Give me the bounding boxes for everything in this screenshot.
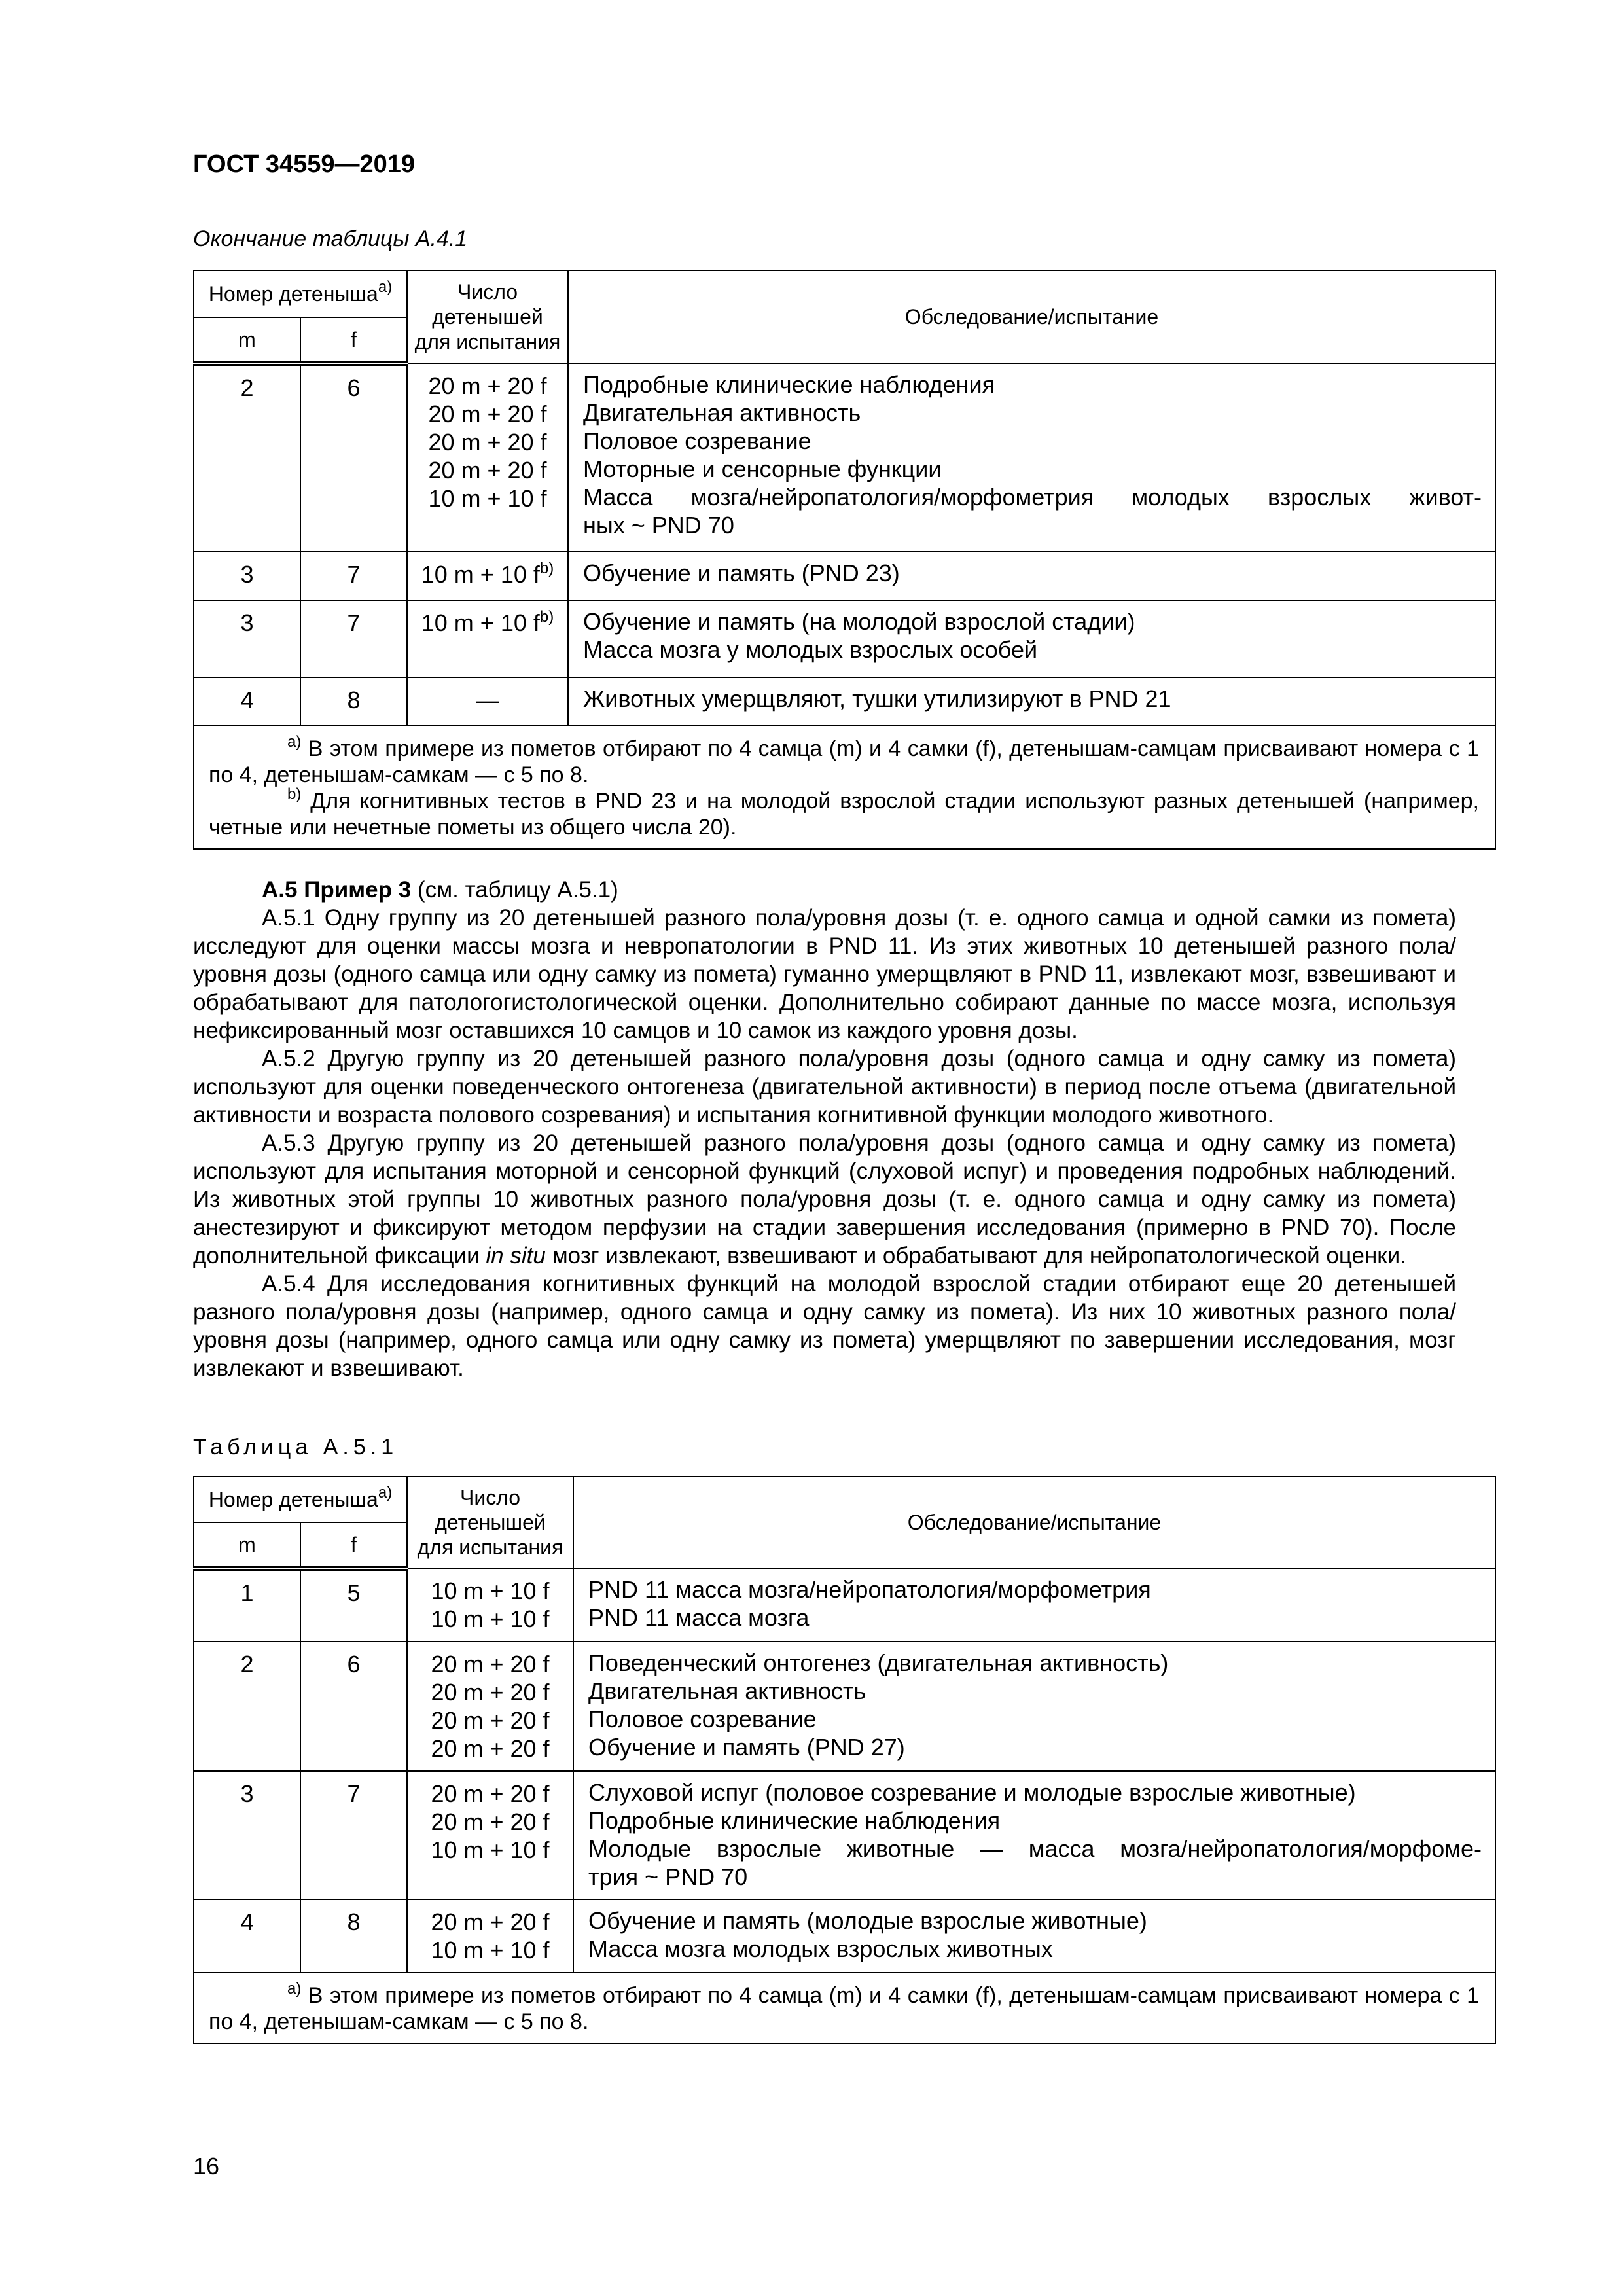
paragraph-a54: А.5.4 Для исследования когнитивных функций на молодой взрослой стадии отбирают еще 20 детенышей разного пола/уровня дозы (например, одного самца и одну самку из помета). Из них 10 животных разного пола/уровня дозы (например, одного самца или одну самку из помета) умерщвляют по завершении исследования, мозг извлекают и взвешивают. (193, 1271, 1456, 1381)
section-a5-text (193, 876, 1456, 1382)
header-exam: Обследование/испытание (568, 270, 1495, 363)
header-pup-number: Номер детеныша$^{a)}$ (194, 1477, 407, 1522)
cell-male: 1 (194, 1568, 300, 1641)
table-row (194, 677, 1495, 726)
cell-female: 6 (300, 1641, 407, 1771)
cell-male: 3 (194, 552, 300, 600)
header-male: m (194, 1522, 300, 1568)
cell-female: 7 (300, 552, 407, 600)
cell-count: 10 m + 10 $f^{b)}$ (407, 600, 568, 677)
header-count: Число детенышей для испытания (407, 270, 568, 363)
paragraph-a52: А.5.2 Другую группу из 20 детенышей разного пола/уровня дозы (одного самца и одну самку из помета) используют для оценки поведенческого онтогенеза (двигательной активности) в период после отъема (двигательной активности и возраста полового созревания) и испытания когнитивной функции молодого животного. (193, 1046, 1456, 1128)
table-a41 (193, 270, 1496, 850)
cell-count: 10 m + 10 f 10 m + 10 f (407, 1568, 573, 1641)
cell-count: 20 m + 20 f 20 m + 20 f 10 m + 10 f (407, 1771, 573, 1899)
table-footnotes (194, 1973, 1495, 2043)
cell-exam: Обучение и память (на молодой взрослой стадии) Масса мозга у молодых взрослых особей (568, 600, 1495, 677)
header-exam: Обследование/испытание (573, 1477, 1495, 1568)
cell-male: 4 (194, 677, 300, 726)
header-count: Число детенышей для испытания (407, 1477, 573, 1568)
cell-exam: Обучение и память (молодые взрослые животные) Масса мозга молодых взрослых животных (573, 1899, 1495, 1973)
table-row (194, 600, 1495, 677)
cell-exam: Обучение и память (PND 23) (568, 552, 1495, 600)
cell-female: 7 (300, 1771, 407, 1899)
cell-female: 8 (300, 1899, 407, 1973)
cell-female: 5 (300, 1568, 407, 1641)
table-row (194, 552, 1495, 600)
cell-exam: Животных умерщвляют, тушки утилизируют в PND 21 (568, 677, 1495, 726)
section-heading: А.5 Пример 3 (см. таблицу А.5.1) (262, 877, 618, 903)
table-row (194, 1641, 1495, 1771)
table-row (194, 363, 1495, 552)
cell-exam: PND 11 масса мозга/нейропатология/морфометрия PND 11 масса мозга (573, 1568, 1495, 1641)
header-female: f (300, 1522, 407, 1568)
header-male: m (194, 317, 300, 363)
cell-count: — (407, 677, 568, 726)
footnotes-cell: $^{a)}$ В этом примере из пометов отбирают по 4 самца (m) и 4 самки (f), детенышам-самцам присваивают номера с 1 по 4, детенышам-самкам — с 5 по 8. $^{b)}$ Для когнитивных тестов в PND 23 и на молодой взрослой стадии используют разных детенышей (например, четные или нечетные пометы из общего числа 20). (194, 726, 1495, 849)
cell-male: 3 (194, 600, 300, 677)
cell-exam: Поведенческий онтогенез (двигательная активность) Двигательная активность Половое созревание Обучение и память (PND 27) (573, 1641, 1495, 1771)
table-footnotes (194, 726, 1495, 849)
table-row (194, 1899, 1495, 1973)
cell-count: 20 m + 20 f 20 m + 20 f 20 m + 20 f 20 m + 20 f (407, 1641, 573, 1771)
cell-male: 2 (194, 363, 300, 552)
header-pup-number: Номер детеныша$^{a)}$ (194, 270, 407, 317)
cell-count: 20 m + 20 f 10 m + 10 f (407, 1899, 573, 1973)
cell-count: 20 m + 20 f 20 m + 20 f 20 m + 20 f 20 m + 20 f 10 m + 10 f (407, 363, 568, 552)
cell-exam: Слуховой испуг (половое созревание и молодые взрослые животные) Подробные клинические наблюдения Молодые взрослые животные — масса мозга/нейропатология/морфоме- трия ~ PND 70 (573, 1771, 1495, 1899)
footnotes-cell: $^{a)}$ В этом примере из пометов отбирают по 4 самца (m) и 4 самки (f), детенышам-самцам присваивают номера с 1 по 4, детенышам-самкам — с 5 по 8. (194, 1973, 1495, 2043)
cell-male: 3 (194, 1771, 300, 1899)
table-row (194, 1771, 1495, 1899)
cell-female: 8 (300, 677, 407, 726)
table-a51-caption: Таблица А.5.1 (193, 1435, 399, 1460)
document-code: ГОСТ 34559—2019 (193, 151, 416, 178)
table-a51 (193, 1476, 1496, 2044)
cell-female: 6 (300, 363, 407, 552)
cell-male: 2 (194, 1641, 300, 1771)
paragraph-a53: А.5.3 Другую группу из 20 детенышей разного пола/уровня дозы (одного самца и одну самку из помета) используют для испытания моторной и сенсорной функций (слуховой испуг) и проведения подробных наблюдений. Из животных этой группы 10 животных разного пола/уровня дозы (т. е. одного самца и одну самку из помета) анестезируют и фиксируют методом перфузии на стадии завершения исследования (примерно в PND 70). После дополнительной фиксации in situ мозг извлекают, взвешивают и обрабатывают для нейропатологической оценки. (193, 1130, 1456, 1268)
cell-exam: Подробные клинические наблюдения Двигательная активность Половое созревание Моторные и сенсорные функции Масса мозга/нейропатология/морфометрия молодых взрослых живот- ных ~ PND 70 (568, 363, 1495, 552)
cell-count: 10 m + 10 $f^{b)}$ (407, 552, 568, 600)
cell-male: 4 (194, 1899, 300, 1973)
header-female: f (300, 317, 407, 363)
table-row (194, 1568, 1495, 1641)
paragraph-a51: А.5.1 Одну группу из 20 детенышей разного пола/уровня дозы (т. е. одного самца и одной самки из помета) исследуют для оценки массы мозга и невропатологии в PND 11. Из этих животных 10 детенышей разного пола/уровня дозы (одного самца или одну самку из помета) гуманно умерщвляют в PND 11, извлекают мозг, взвешивают и обрабатывают для патологогистологической оценки. Дополнительно собирают данные по массе мозга, используя нефиксированный мозг оставшихся 10 самцов и 10 самок из каждого уровня дозы. (193, 905, 1456, 1043)
table-a41-caption: Окончание таблицы А.4.1 (193, 226, 468, 251)
cell-female: 7 (300, 600, 407, 677)
page-number: 16 (193, 2153, 220, 2179)
